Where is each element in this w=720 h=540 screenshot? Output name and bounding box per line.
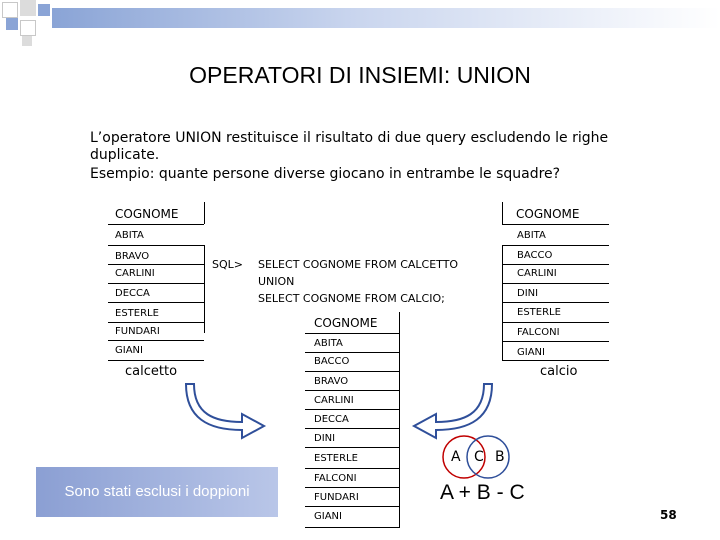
result-row: FUNDARI — [314, 492, 359, 503]
calcio-row: ABITA — [517, 230, 546, 241]
calcio-row: GIANI — [517, 347, 545, 358]
slide-title: OPERATORI DI INSIEMI: UNION — [189, 62, 531, 88]
table-rule — [305, 371, 400, 372]
sql-line: UNION — [258, 275, 295, 288]
decor-square — [2, 2, 18, 18]
table-rule — [305, 468, 400, 469]
decor-square — [22, 36, 32, 46]
page-number: 58 — [660, 508, 677, 522]
result-row: ESTERLE — [314, 453, 358, 464]
calcio-row: CARLINI — [517, 268, 557, 279]
venn-label-b: B — [495, 449, 505, 465]
result-row: ABITA — [314, 338, 343, 349]
table-rule — [502, 264, 609, 265]
table-rule — [502, 245, 609, 246]
table-rule — [108, 322, 204, 323]
calcetto-row: CARLINI — [115, 268, 155, 279]
result-row: BACCO — [314, 356, 350, 367]
calcio-header: COGNOME — [516, 207, 580, 221]
result-row: DECCA — [314, 414, 349, 425]
result-row: GIANI — [314, 511, 342, 522]
table-rule — [108, 283, 204, 284]
table-rule — [108, 302, 204, 303]
calcetto-label: calcetto — [125, 364, 178, 379]
intro-line: Esempio: quante persone diverse giocano in entrambe le squadre? — [90, 166, 561, 182]
table-rule — [305, 333, 400, 334]
table-rule — [108, 245, 204, 246]
table-rule — [502, 302, 609, 303]
calcio-row: ESTERLE — [517, 307, 561, 318]
table-rule — [399, 312, 400, 334]
table-rule — [502, 202, 503, 224]
curved-arrow-left-icon — [180, 380, 270, 440]
table-rule — [502, 283, 609, 284]
calcetto-row: FUNDARI — [115, 326, 160, 337]
result-row: DINI — [314, 433, 336, 444]
table-rule — [108, 360, 204, 361]
decor-square — [6, 18, 18, 30]
table-rule — [305, 506, 400, 507]
calcetto-row: GIANI — [115, 345, 143, 356]
calcetto-header: COGNOME — [115, 207, 179, 221]
intro-line: duplicate. — [90, 147, 160, 163]
decor-square — [38, 4, 50, 16]
table-rule — [305, 428, 400, 429]
table-rule — [502, 360, 609, 361]
table-rule — [305, 352, 400, 353]
curved-arrow-right-icon — [408, 380, 498, 440]
table-rule — [502, 224, 609, 225]
table-rule — [108, 340, 204, 341]
calcio-row: BACCO — [517, 250, 553, 261]
decor-square — [20, 0, 36, 16]
calcio-label: calcio — [540, 364, 578, 379]
table-rule — [204, 245, 205, 333]
result-row: CARLINI — [314, 395, 354, 406]
sql-prompt: SQL> — [212, 258, 243, 271]
table-rule — [305, 487, 400, 488]
note-box — [36, 467, 278, 517]
venn-label-a: A — [451, 449, 461, 465]
result-row: BRAVO — [314, 376, 349, 387]
table-rule — [305, 409, 400, 410]
calcetto-row: BRAVO — [115, 251, 150, 262]
result-row: FALCONI — [314, 473, 357, 484]
decor-square — [20, 20, 36, 36]
table-rule — [305, 390, 400, 391]
table-rule — [108, 224, 204, 225]
table-rule — [305, 527, 400, 528]
table-rule — [108, 264, 204, 265]
table-rule — [305, 447, 400, 448]
venn-label-c: C — [474, 449, 484, 465]
calcetto-row: ESTERLE — [115, 308, 159, 319]
table-rule — [204, 202, 205, 224]
calcetto-row: ABITA — [115, 230, 144, 241]
note-text: Sono stati esclusi i doppioni — [64, 483, 250, 500]
header-gradient-bar — [52, 8, 720, 28]
venn-formula: A + B - C — [440, 481, 525, 504]
table-rule — [502, 341, 609, 342]
table-rule — [399, 333, 400, 528]
calcetto-row: DECCA — [115, 288, 150, 299]
intro-line: L’operatore UNION restituisce il risultato di due query escludendo le righe — [90, 130, 609, 146]
calcio-row: FALCONI — [517, 327, 560, 338]
sql-line: SELECT COGNOME FROM CALCETTO — [258, 258, 459, 271]
result-header: COGNOME — [314, 316, 378, 330]
sql-line: SELECT COGNOME FROM CALCIO; — [258, 292, 445, 305]
table-rule — [502, 322, 609, 323]
calcio-row: DINI — [517, 288, 539, 299]
